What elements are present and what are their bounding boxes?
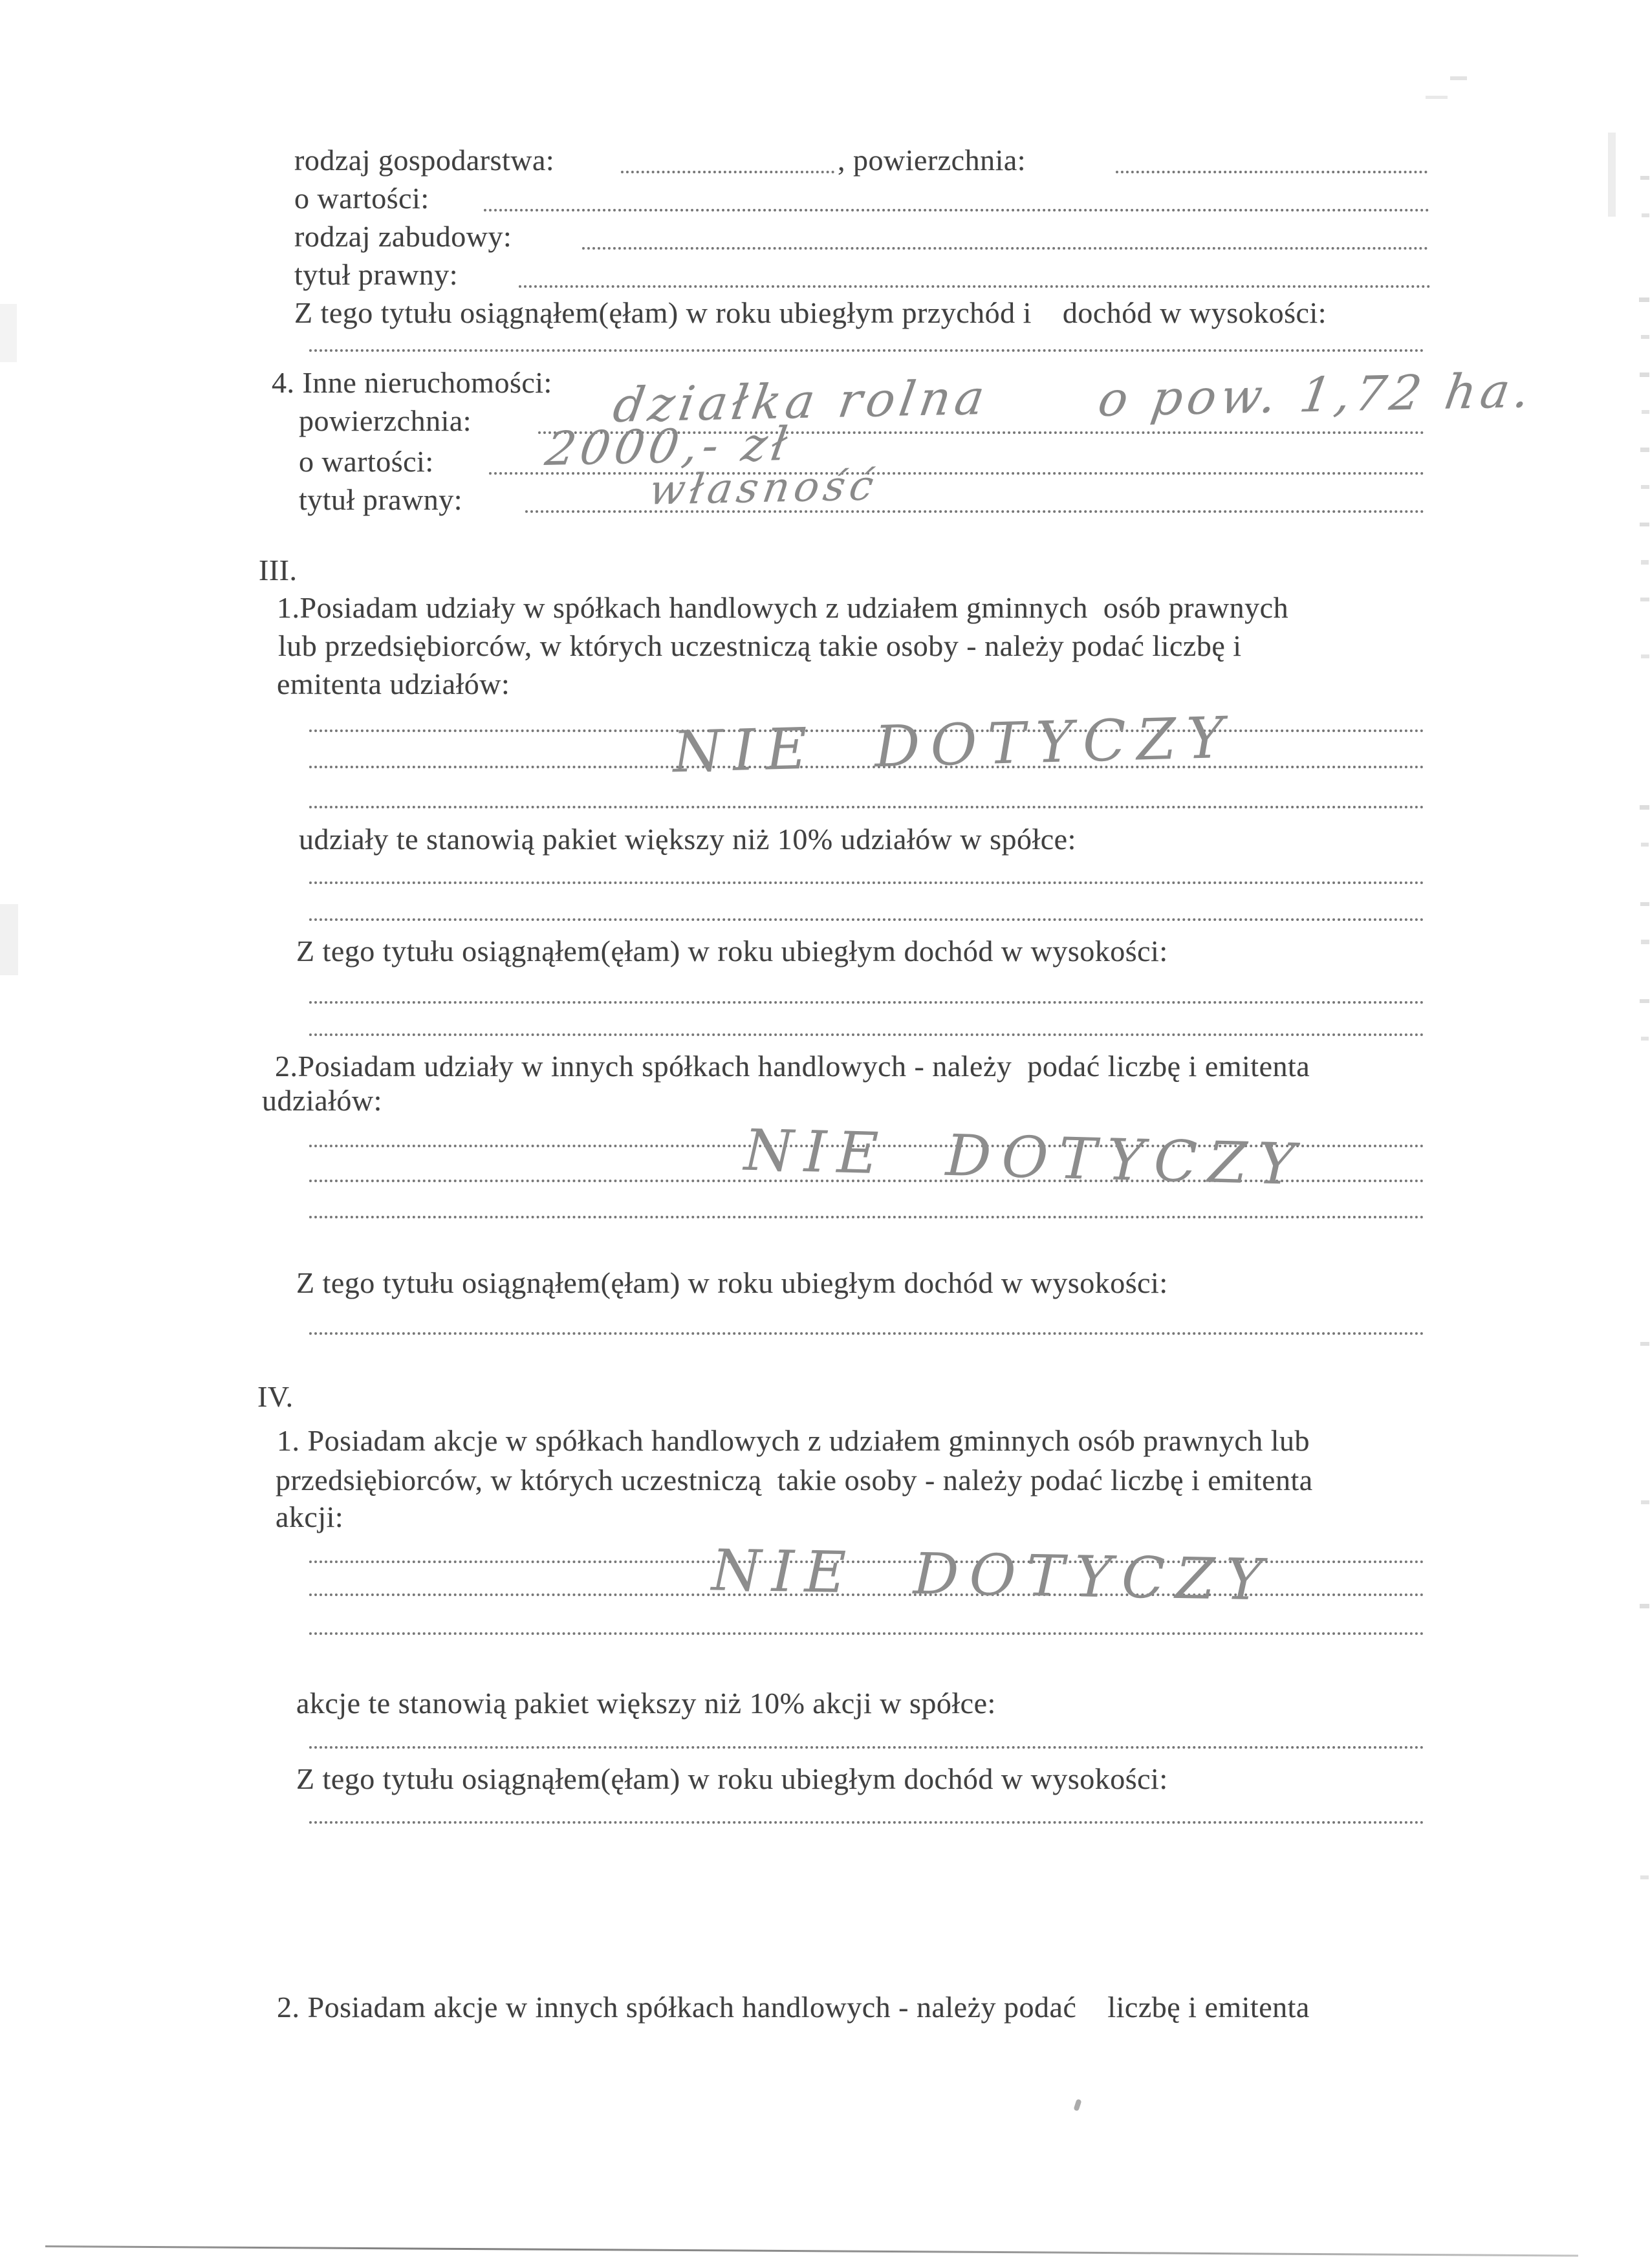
dotted-line bbox=[309, 881, 1424, 884]
dotted-line bbox=[309, 918, 1424, 921]
edge-bleed-mark bbox=[1641, 940, 1649, 944]
section-iii-item2-line1: 2.Posiadam udziały w innych spółkach handlowych - należy podać liczbę i emitenta bbox=[275, 1050, 1310, 1083]
section-iii-item1-q3: Z tego tytułu osiągnąłem(ęłam) w roku ubiegłym dochód w wysokości: bbox=[296, 934, 1168, 967]
section-iii-numeral: III. bbox=[259, 554, 298, 587]
handwritten-area-value-2: o pow. 1,72 ha. bbox=[1094, 362, 1539, 428]
section-iv-item1-q2: akcje te stanowią pakiet większy niż 10% akcji w spółce: bbox=[296, 1687, 996, 1720]
edge-bleed-mark bbox=[1640, 448, 1649, 452]
handwritten-legal-title: własność bbox=[646, 462, 882, 515]
edge-bleed-mark bbox=[1640, 999, 1649, 1003]
handwritten-not-applicable-2: NIE DOTYCZY bbox=[743, 1116, 1307, 1198]
section-iv-item1-q3: Z tego tytułu osiągnąłem(ęłam) w roku ubiegłym dochód w wysokości: bbox=[296, 1762, 1168, 1795]
dotted-line bbox=[309, 1033, 1424, 1036]
edge-bleed-mark bbox=[1641, 1037, 1649, 1041]
legal-title-label: tytuł prawny: bbox=[294, 258, 459, 291]
scan-smudge bbox=[0, 304, 17, 362]
dotted-line bbox=[621, 171, 834, 173]
dotted-line bbox=[309, 1746, 1424, 1749]
handwritten-not-applicable-3: NIE DOTYCZY bbox=[711, 1537, 1274, 1614]
dotted-line bbox=[1116, 171, 1427, 173]
edge-bleed-mark bbox=[1641, 335, 1649, 339]
edge-bleed-mark bbox=[1639, 297, 1649, 302]
edge-bleed-mark bbox=[1642, 213, 1649, 217]
income-statement-line: Z tego tytułu osiągnąłem(ęłam) w roku ubiegłym przychód i dochód w wysokości: bbox=[294, 296, 1327, 329]
edge-bleed-mark bbox=[1640, 805, 1649, 810]
edge-bleed-mark bbox=[1640, 1342, 1649, 1346]
dotted-line bbox=[582, 247, 1428, 250]
dotted-line bbox=[309, 1332, 1424, 1335]
section-iii-item2-q2: Z tego tytułu osiągnąłem(ęłam) w roku ubiegłym dochód w wysokości: bbox=[296, 1266, 1168, 1299]
edge-bleed-mark bbox=[1640, 598, 1649, 601]
dotted-line bbox=[519, 285, 1431, 288]
edge-bleed-mark bbox=[1641, 485, 1649, 489]
edge-bleed-mark bbox=[1640, 902, 1649, 906]
dotted-line bbox=[484, 209, 1429, 211]
handwritten-not-applicable-1: NIE DOTYCZY bbox=[671, 704, 1235, 786]
scan-smudge bbox=[0, 904, 18, 975]
area-label: , powierzchnia: bbox=[838, 144, 1026, 177]
stray-ink-mark bbox=[1073, 2099, 1081, 2111]
dotted-line bbox=[309, 1216, 1424, 1218]
edge-bleed-mark bbox=[1640, 176, 1649, 180]
scan-smudge bbox=[1608, 133, 1616, 217]
section-iv-numeral: IV. bbox=[257, 1380, 294, 1413]
edge-bleed-mark bbox=[1641, 843, 1649, 847]
area-field-label: powierzchnia: bbox=[299, 404, 472, 437]
edge-bleed-mark bbox=[1642, 410, 1649, 414]
dotted-line bbox=[309, 1821, 1424, 1824]
handwritten-area-value: działka rolna bbox=[609, 369, 993, 434]
edge-bleed-mark bbox=[1640, 1604, 1649, 1608]
dotted-line bbox=[309, 1632, 1424, 1635]
section-iii-item1-q2: udziały te stanowią pakiet większy niż 10% udziałów w spółce: bbox=[299, 823, 1076, 856]
section-iv-item1-line2: przedsiębiorców, w których uczestniczą takie osoby - należy podać liczbę i emitenta bbox=[276, 1463, 1313, 1496]
dotted-line bbox=[309, 349, 1424, 352]
edge-bleed-mark bbox=[1641, 560, 1649, 565]
scan-smudge bbox=[1450, 76, 1467, 80]
section-iii-item1-line3: emitenta udziałów: bbox=[277, 667, 510, 700]
scan-smudge bbox=[1426, 96, 1448, 99]
building-type-label: rodzaj zabudowy: bbox=[294, 220, 512, 253]
value-field-label: o wartości: bbox=[299, 445, 434, 478]
section-iv-item1-line1: 1. Posiadam akcje w spółkach handlowych z udziałem gminnych osób prawnych lub bbox=[277, 1424, 1310, 1457]
dotted-line bbox=[309, 806, 1424, 808]
edge-bleed-mark bbox=[1640, 373, 1649, 377]
legal-title-field-label: tytuł prawny: bbox=[299, 483, 463, 516]
farm-type-label: rodzaj gospodarstwa: bbox=[294, 144, 555, 177]
edge-bleed-mark bbox=[1640, 1875, 1649, 1879]
section-iv-item1-line3: akcji: bbox=[276, 1500, 344, 1533]
dotted-line bbox=[309, 1001, 1424, 1004]
section-iv-item2-line1: 2. Posiadam akcje w innych spółkach handlowych - należy podać liczbę i emitenta bbox=[277, 1991, 1310, 2024]
edge-bleed-mark bbox=[1641, 654, 1649, 658]
edge-bleed-mark bbox=[1641, 1500, 1649, 1504]
scan-bottom-edge bbox=[45, 2245, 1578, 2256]
section-iii-item1-line2: lub przedsiębiorców, w których uczestniczą takie osoby - należy podać liczbę i bbox=[278, 629, 1242, 662]
value-label: o wartości: bbox=[294, 182, 429, 215]
section-iii-item1-line1: 1.Posiadam udziały w spółkach handlowych z udziałem gminnych osób prawnych bbox=[277, 591, 1289, 624]
edge-bleed-mark bbox=[1640, 523, 1649, 526]
handwritten-value: 2000,- zł bbox=[541, 416, 796, 476]
section-iii-item2-line2: udziałów: bbox=[262, 1084, 382, 1117]
other-real-estate-heading: 4. Inne nieruchomości: bbox=[272, 366, 552, 399]
